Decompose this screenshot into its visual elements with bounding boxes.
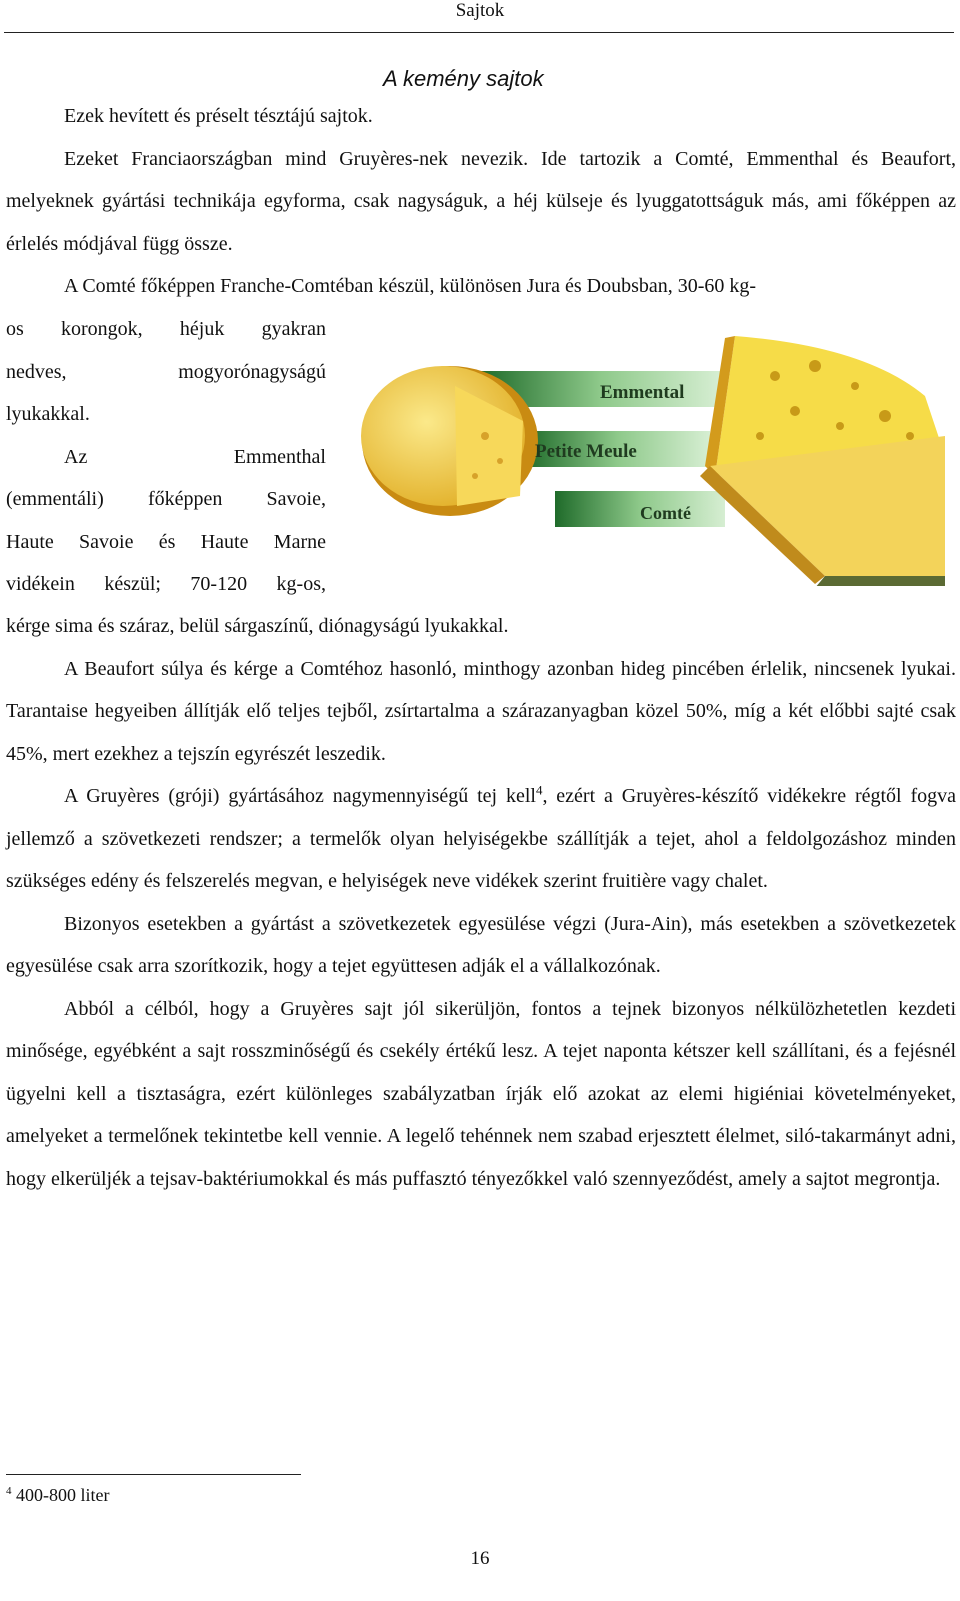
paragraph-4-line-4: vidékein készül; 70-120 kg-os, (6, 573, 326, 595)
paragraph-1: Ezek hevített és préselt tésztájú sajtok. (64, 105, 373, 127)
paragraph-3-line-3: nedves, mogyorónagyságú (6, 360, 326, 383)
paragraph-4-line-5: kérge sima és száraz, belül sárgaszínű, diónagyságú lyukakkal. (6, 615, 509, 637)
cheese-figure (345, 326, 945, 586)
label-comte: Comté (640, 503, 691, 523)
petite-meule-cheese (361, 366, 538, 516)
paragraph-7: Bizonyos esetekben a gyártást a szövetkezetek egyesülése végzi (Jura-Ain), más esetekben a szövetkezetek egyesülése csak arra szorítkozik, hogy a tejet együttesen adják el a vállalkozónak. (6, 912, 956, 977)
footnote-rule (6, 1474, 301, 1475)
paragraph-6-part-b: , ezért a Gruyères-készítő vidékekre régtől fogva jellemző a szövetkezeti rendszer; a termelők olyan helyiségekbe szállítják a tejet, ahol a feldolgozáshoz minden szükséges edény és felszerelés megvan, e helyiségek neve vidékek szerint fruitière vagy chalet. (6, 785, 956, 892)
header-rule (4, 32, 954, 33)
label-emmental: Emmental (600, 382, 685, 403)
running-header: Sajtok (455, 0, 505, 21)
cheese-illustration (345, 326, 945, 586)
body-text-bottom (6, 605, 956, 1200)
paragraph-4-line-1: Az Emmenthal (64, 445, 326, 468)
footnote (6, 1485, 109, 1506)
section-heading: A kemény sajtok (383, 66, 544, 91)
paragraph-6-part-a: A Gruyères (gróji) gyártásához nagymennyiségű tej kell (64, 785, 536, 807)
paragraph-3-line-2: os korongok, héjuk gyakran (6, 318, 326, 340)
paragraph-3-line-1: A Comté főképpen Franche-Comtéban készül, különösen Jura és Doubsban, 30-60 kg- (64, 275, 757, 297)
paragraph-3-line-4: lyukakkal. (6, 403, 90, 425)
footnote-text: 400-800 liter (16, 1485, 110, 1505)
footnote-reference[interactable]: 4 (535, 782, 543, 798)
paragraph-8: Abból a célból, hogy a Gruyères sajt jól sikerüljön, fontos a tejnek bizonyos nélkülözhetetlen kezdeti minősége, egyébként a sajt rosszminőségű és csekély értékű lesz. A tejet naponta kétszer kell szállítani, és a fejésnél ügyelni kell a tisztaságra, ezért különleges szabályzatban írják elő azokat az elemi higiéniai követelményeket, amelyeket a termelőnek tekintetbe kell vennie. A legelő tehénnek nem szabad erjesztett élelmet, siló-takarmányt adni, hogy elkerüljék a tejsav-baktériumokkal és más puffasztó tényezőkkel való szennyeződést, amely a sajtot megrontja. (6, 997, 956, 1190)
wrapped-text (6, 308, 326, 606)
paragraph-6 (6, 775, 956, 903)
page-number: 16 (470, 1548, 490, 1569)
paragraph-5: A Beaufort súlya és kérge a Comtéhoz hasonló, minthogy azonban hideg pincében érlelik, nincsenek lyukai. Tarantaise hegyeiben állítják elő teljes tejből, zsírtartalma a szárazanyagban közel 50%, míg a két előbbi sajté csak 45%, mert ezekhez a tejszín egyrészét leszedik. (6, 657, 956, 765)
paragraph-2: Ezeket Franciaországban mind Gruyères-nek nevezik. Ide tartozik a Comté, Emmenthal és Beaufort, melyeknek gyártási technikája egyforma, csak nagyságuk, a héj külseje és lyuggatottságuk más, ami főképpen az érlelés módjával függ össze. (6, 147, 956, 255)
paragraph-4-line-3: Haute Savoie és Haute Marne (6, 530, 326, 553)
footnote-mark: 4 (6, 1485, 12, 1497)
label-petite-meule: Petite Meule (535, 441, 637, 462)
body-text-top (6, 95, 956, 308)
paragraph-4-line-2: (emmentáli) főképpen Savoie, (6, 488, 326, 510)
